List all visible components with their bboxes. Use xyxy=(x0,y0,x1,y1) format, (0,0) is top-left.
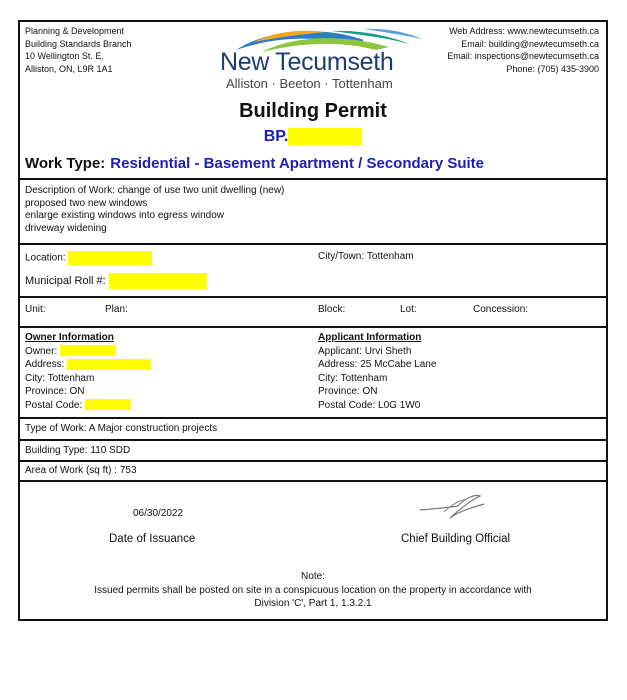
location-row xyxy=(25,251,152,265)
logo-towns: Alliston · Beeton · Tottenham xyxy=(226,76,393,91)
concession-label: Concession: xyxy=(473,304,529,315)
applicant-name: Applicant: Urvi Sheth xyxy=(318,345,412,357)
city-town-label: City/Town: xyxy=(318,251,365,262)
divider xyxy=(20,243,606,245)
email-inspections: Email: inspections@newtecumseth.ca xyxy=(447,51,599,61)
owner-city: City: Tottenham xyxy=(25,372,95,384)
official-label: Chief Building Official xyxy=(401,533,511,545)
applicant-information xyxy=(318,331,436,412)
roll-label: Municipal Roll #: xyxy=(25,274,106,287)
building-type: Building Type: 110 SDD xyxy=(25,445,131,456)
city-postal: Alliston, ON, L9R 1A1 xyxy=(25,63,113,74)
applicant-city: City: Tottenham xyxy=(318,372,388,384)
permit-number xyxy=(20,128,606,146)
work-type-label: Work Type: xyxy=(25,155,106,172)
department: Planning & Development xyxy=(25,26,125,36)
description-line: enlarge existing windows into egress window xyxy=(25,210,224,221)
description-of-work xyxy=(25,185,284,235)
divider xyxy=(20,326,606,328)
applicant-address: Address: 25 McCabe Lane xyxy=(318,359,437,370)
owner-label: Owner: xyxy=(25,345,58,357)
description-line: change of use two unit dwelling (new) xyxy=(117,185,285,196)
owner-heading: Owner Information xyxy=(25,332,114,343)
office-address xyxy=(25,25,132,75)
issuance-label: Date of Issuance xyxy=(109,533,196,545)
permit-prefix: BP. xyxy=(263,128,289,145)
divider xyxy=(20,296,606,298)
redacted-owner-postal xyxy=(85,399,131,410)
roll-row xyxy=(25,273,207,289)
applicant-heading: Applicant Information xyxy=(318,332,422,343)
note-line: Issued permits shall be posted on site in a conspicuous location on the property in accordance with xyxy=(94,584,532,596)
redacted-owner-address xyxy=(67,359,151,370)
description-line: proposed two new windows xyxy=(25,197,148,209)
location-label: Location: xyxy=(25,252,66,264)
note-heading: Note: xyxy=(301,571,325,582)
divider xyxy=(20,417,606,419)
page-title: Building Permit xyxy=(239,100,387,122)
owner-information xyxy=(25,331,151,412)
logo-name: New Tecumseth xyxy=(220,48,394,76)
owner-address-label: Address: xyxy=(25,359,65,370)
redacted-permit-number xyxy=(288,128,362,145)
block-label: Block: xyxy=(318,304,346,315)
email-building: Email: building@newtecumseth.ca xyxy=(461,38,599,49)
lot-label: Lot: xyxy=(400,304,417,315)
description-line: driveway widening xyxy=(25,222,107,234)
applicant-province: Province: ON xyxy=(318,386,378,397)
signature-icon xyxy=(418,490,488,522)
type-of-work: Type of Work: A Major construction projects xyxy=(25,423,218,434)
web-address: Web Address: www.newtecumseth.ca xyxy=(449,26,599,36)
issuance-date: 06/30/2022 xyxy=(133,508,184,519)
work-type xyxy=(25,155,484,172)
applicant-postal: Postal Code: L0G 1W0 xyxy=(318,399,421,411)
area-of-work: Area of Work (sq ft) : 753 xyxy=(25,465,137,476)
divider xyxy=(20,178,606,180)
unit-label: Unit: xyxy=(25,304,46,315)
work-type-value: Residential - Basement Apartment / Secondary Suite xyxy=(110,155,485,172)
permit-document xyxy=(18,20,608,621)
contact-info xyxy=(447,25,599,75)
owner-postal-label: Postal Code: xyxy=(25,399,83,411)
phone: Phone: (705) 435-3900 xyxy=(506,63,599,74)
note-line: Division 'C', Part 1, 1.3.2.1 xyxy=(254,598,372,609)
note xyxy=(20,570,606,611)
city-town-value: Tottenham xyxy=(366,251,414,262)
street: 10 Wellington St. E. xyxy=(25,51,104,61)
description-label: Description of Work: xyxy=(25,185,115,196)
new-tecumseth-logo xyxy=(214,26,434,94)
divider xyxy=(20,439,606,441)
owner-province: Province: ON xyxy=(25,386,85,397)
redacted-location xyxy=(68,251,152,265)
redacted-roll-number xyxy=(109,273,207,289)
redacted-owner xyxy=(60,345,116,356)
branch: Building Standards Branch xyxy=(25,38,132,49)
divider xyxy=(20,480,606,482)
city-town-row xyxy=(318,251,414,262)
plan-label: Plan: xyxy=(105,304,128,315)
divider xyxy=(20,460,606,462)
